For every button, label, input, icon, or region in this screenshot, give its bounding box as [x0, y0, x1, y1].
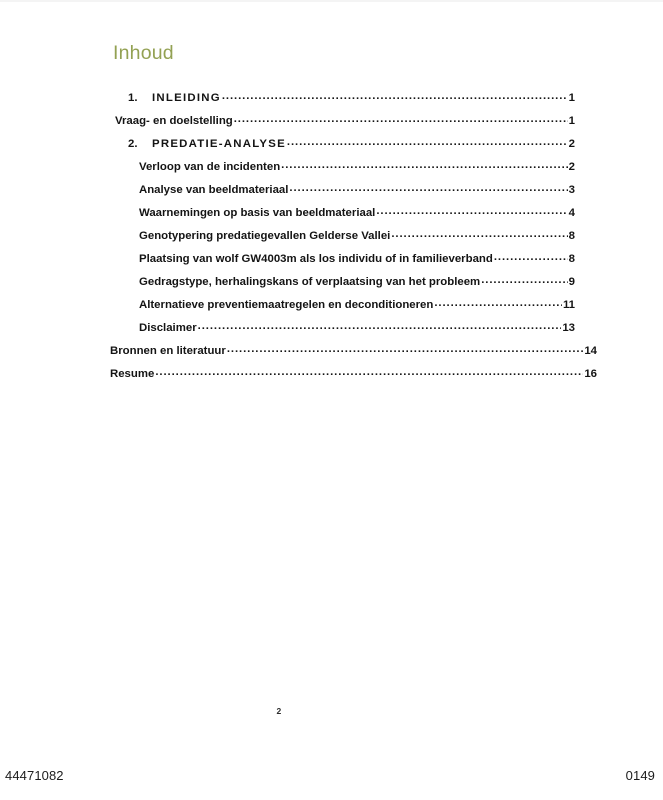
toc-entry-page-number: 14 [584, 345, 597, 357]
toc-entry[interactable] [0, 136, 663, 159]
toc-entry-page-number: 8 [568, 253, 575, 265]
toc-entry-label: Gedragstype, herhalingskans of verplaatsing van het probleem [139, 276, 481, 288]
toc-entry-number: 2. [128, 138, 138, 150]
toc-dot-leader [376, 205, 567, 216]
toc-dot-leader [494, 251, 568, 262]
toc-entry-page-number: 2 [568, 138, 575, 150]
toc-entry-page-number: 3 [568, 184, 575, 196]
toc-entry-page-number: 9 [568, 276, 575, 288]
archive-footer [0, 758, 663, 800]
toc-entry-label: Plaatsing van wolf GW4003m als los individu of in familieverband [139, 253, 493, 265]
toc-entry-page-number: 11 [562, 299, 575, 311]
toc-dot-leader [289, 182, 567, 193]
toc-dot-leader [481, 274, 567, 285]
toc-entry[interactable] [0, 274, 663, 297]
toc-entry-label: PREDATIE-ANALYSE [152, 138, 286, 150]
toc-entry-label: Waarnemingen op basis van beeldmateriaal [139, 207, 376, 219]
toc-entry-label: Analyse van beeldmateriaal [139, 184, 289, 196]
toc-entry-label: Bronnen en literatuur [110, 345, 226, 357]
toc-dot-leader [434, 297, 562, 308]
archive-sequence-number: 0149 [625, 768, 655, 783]
toc-dot-leader [234, 113, 568, 124]
toc-dot-leader [287, 136, 568, 147]
toc-entry[interactable] [0, 320, 663, 343]
toc-entry[interactable] [0, 205, 663, 228]
toc-entry-label: Verloop van de incidenten [139, 161, 281, 173]
table-of-contents [0, 90, 663, 389]
toc-entry[interactable] [0, 297, 663, 320]
toc-entry-page-number: 13 [562, 322, 575, 334]
toc-dot-leader [155, 366, 583, 377]
toc-dot-leader [198, 320, 562, 331]
toc-entry-page-number: 2 [568, 161, 575, 173]
toc-entry-page-number: 1 [568, 115, 575, 127]
archive-document-id: 44471082 [5, 768, 64, 783]
toc-entry-page-number: 1 [568, 92, 575, 104]
toc-entry[interactable] [0, 228, 663, 251]
toc-entry-page-number: 8 [568, 230, 575, 242]
document-page-number: 2 [276, 706, 282, 716]
page-title: Inhoud [113, 42, 174, 64]
toc-dot-leader [227, 343, 584, 354]
toc-entry-page-number: 16 [584, 368, 597, 380]
toc-entry-number: 1. [128, 92, 138, 104]
toc-entry-label: Resume [110, 368, 155, 380]
toc-entry[interactable] [0, 113, 663, 136]
toc-entry-label: Genotypering predatiegevallen Gelderse Vallei [139, 230, 391, 242]
toc-entry[interactable] [0, 343, 663, 366]
toc-entry[interactable] [0, 251, 663, 274]
toc-entry-label: INLEIDING [152, 92, 221, 104]
toc-entry-label: Vraag- en doelstelling [115, 115, 233, 127]
scan-edge [0, 0, 663, 2]
toc-entry[interactable] [0, 90, 663, 113]
toc-dot-leader [391, 228, 567, 239]
toc-entry-label: Alternatieve preventiemaatregelen en deconditioneren [139, 299, 434, 311]
toc-entry[interactable] [0, 159, 663, 182]
toc-entry-label: Disclaimer [139, 322, 197, 334]
toc-entry-page-number: 4 [568, 207, 575, 219]
toc-dot-leader [281, 159, 568, 170]
toc-entry[interactable] [0, 366, 663, 389]
toc-dot-leader [222, 90, 568, 101]
toc-entry[interactable] [0, 182, 663, 205]
